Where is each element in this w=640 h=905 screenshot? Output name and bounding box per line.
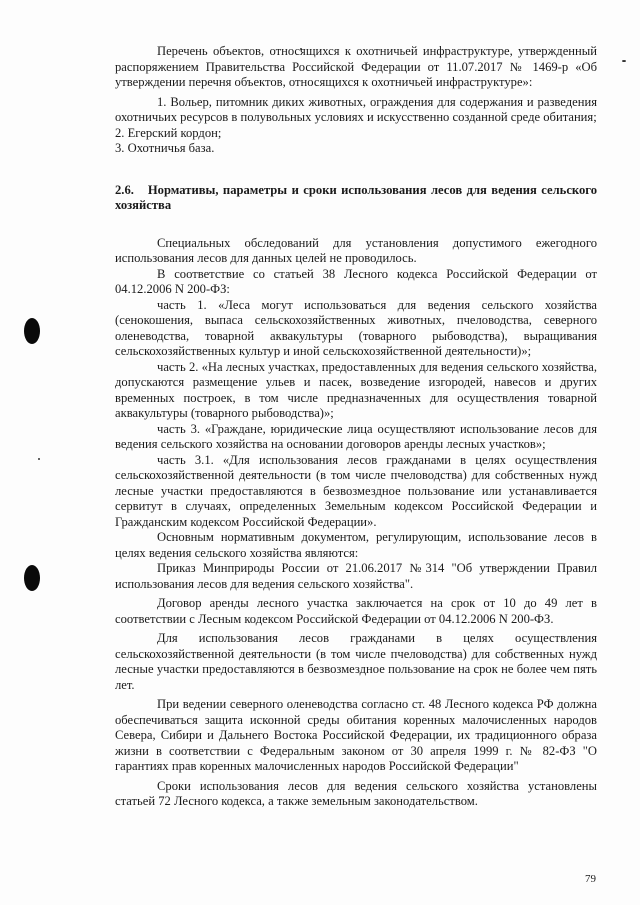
paragraph: В соответствие со статьей 38 Лесного кодекса Российской Федерации от 04.12.2006 N 200-ФЗ: (115, 266, 597, 296)
document-body (115, 44, 597, 810)
punch-hole-bottom (24, 565, 40, 591)
list-item-1: 1. Вольер, питомник диких животных, ограждения для содержания и разведения охотничьих ресурсов в полувольных условиях и искусственно созданной среде обитания; (115, 94, 597, 124)
scan-speck (38, 458, 40, 460)
paragraph: При ведении северного оленеводства согласно ст. 48 Лесного кодекса РФ должна обеспечиваться защита исконной среды обитания коренных малочисленных народов Севера, Сибири и Дальнего Востока Российской Федерации, их традиционного образа жизни в соответствии с Федеральным законом от 30 апреля 1999 г. № 82-ФЗ "О гарантиях прав коренных малочисленных народов Российской Федерации" (115, 697, 597, 773)
paragraph: часть 3.1. «Для использования лесов гражданами в целях осуществления сельскохозяйственной деятельности (в том числе пчеловодства) для собственных нужд лесные участки предоставляются в безвозмездное пользование или устанавливается сервитут в случаях, определенных Земельным кодексом Российской Федерации и Гражданским кодексом Российской Федерации». (115, 452, 597, 529)
section-heading (115, 183, 597, 214)
punch-hole-top (24, 318, 40, 344)
paragraph: Сроки использования лесов для ведения сельского хозяйства установлены статьей 72 Лесного кодекса, а также земельным законодательством. (115, 778, 597, 808)
list-item-3: 3. Охотничья база. (115, 141, 215, 155)
paragraph-infrastructure-list-intro: Перечень объектов, относящихся к охотничьей инфраструктуре, утвержденный распоряжением Правительства Российской Федерации от 11.07.2017 № 1469-р «Об утверждении перечня объектов, относящихся к охотничьей инфраструктуре»: (115, 44, 597, 89)
list-item-2: 2. Егерский кордон; (115, 125, 222, 140)
section-number: 2.6. (115, 182, 134, 197)
paragraph: Договор аренды лесного участка заключается на срок от 10 до 49 лет в соответствии с Лесным кодексом Российской Федерации от 04.12.2006 N 200-ФЗ. (115, 596, 597, 626)
page-number: 79 (585, 873, 596, 885)
paragraph: часть 3. «Граждане, юридические лица осуществляют использование лесов для ведения сельского хозяйства на основании договоров аренды лесных участков»; (115, 421, 597, 451)
paragraph: часть 1. «Леса могут использоваться для ведения сельского хозяйства (сенокошения, выпаса сельскохозяйственных животных, пчеловодства, северного оленеводства, товарной аквакультуры (товарного рыбоводства), выращивания сельскохозяйственных культур и иной сельскохозяйственной деятельности)»; (115, 297, 597, 358)
paragraph: Основным нормативным документом, регулирующим, использование лесов в целях ведения сельского хозяйства являются: (115, 530, 597, 560)
paragraph: Специальных обследований для установления допустимого ежегодного использования лесов для данных целей не проводилось. (115, 235, 597, 265)
paragraph: Приказ Минприроды России от 21.06.2017 №314 "Об утверждении Правил использования лесов для ведения сельского хозяйства". (115, 561, 597, 591)
paragraph: Для использования лесов гражданами в целях осуществления сельскохозяйственной деятельности (в том числе пчеловодства) для собственных нужд лесные участки предоставляются в безвозмездное пользование на срок не более чем пять лет. (115, 631, 597, 692)
paragraph: часть 2. «На лесных участках, предоставленных для ведения сельского хозяйства, допускаются размещение ульев и пасек, возведение изгородей, навесов и других временных построек, в том числе предназначенных для осуществления товарной аквакультуры (товарного рыбоводства)»; (115, 359, 597, 420)
scan-speck (622, 60, 626, 62)
section-title: Нормативы, параметры и сроки использования лесов для ведения сельского хозяйства (115, 182, 597, 212)
